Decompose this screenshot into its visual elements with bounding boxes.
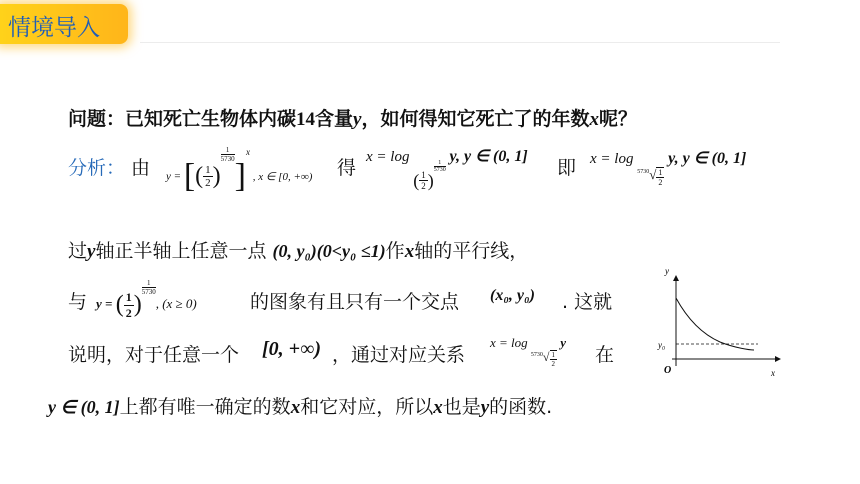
line3-formula-lhs: x = log <box>490 335 528 350</box>
line2-formula-half: $\frac{1}{2}$ <box>125 289 132 320</box>
line2-formula-cond: , (x ≥ 0) <box>155 296 197 311</box>
line1-text-a: 过 <box>68 240 88 262</box>
para-line-1 <box>68 236 528 263</box>
section-title: 情境导入 <box>8 15 100 41</box>
formula1-lhs: y = <box>166 170 182 183</box>
formula1-bracket-left: [ <box>183 157 196 195</box>
line4-text-c: 也是 <box>442 396 481 418</box>
analysis-namely: 即 <box>557 157 577 179</box>
line1-point: (0, y₀) <box>272 241 317 261</box>
question-suffix: 呢？ <box>598 108 637 130</box>
line4-text-a: 上都有唯一确定的数 <box>119 396 291 418</box>
analysis-from: 由 <box>131 157 151 179</box>
line4-formula: y ∈ (0, 1] <box>48 397 120 417</box>
line2-text-c: . 这就 <box>562 291 613 313</box>
line1-text-b: 轴正半轴上任意一点 <box>95 240 267 262</box>
line4-var-x: x <box>290 397 301 418</box>
formula2-rest: y, y ∈ (0, 1] <box>449 148 528 165</box>
line2-formula-exp: $\frac{1}{5730}$ <box>141 279 156 296</box>
formula1-exp: $\frac{1}{5730}$ <box>220 146 235 163</box>
graph-origin-label: O <box>664 365 672 376</box>
question-var-x: x <box>589 109 599 130</box>
line2-formula: y = ( $\frac{1}{2}$ ) $\frac{1}{5730}$ , (x ≥ 0) <box>96 279 197 320</box>
formula3-base: $^{5730}$√ $\frac{1}{2}$ <box>637 167 663 188</box>
question-prefix: 问题：已知死亡生物体内碳 <box>68 108 297 130</box>
question-var-y: y <box>353 109 362 130</box>
analysis-label: 分析： <box>68 157 126 179</box>
formula1-outer-exp: x <box>245 147 250 157</box>
para-line-4 <box>48 392 552 419</box>
graph-x-label: x <box>771 368 775 378</box>
line4-var-y: y <box>480 397 490 418</box>
decay-graph <box>650 262 785 380</box>
line3-text-b: ，通过对应关系 <box>332 344 466 366</box>
line2-text-b: 的图象有且只有一个交点 <box>250 291 460 313</box>
line1-text-c: 作 <box>385 240 405 262</box>
line2-formula-lhs: y = <box>96 296 113 311</box>
line1-condition: (0<y₀ ≤1) <box>316 241 386 261</box>
line4-text-d: 的函数. <box>489 396 553 418</box>
formula-log-root <box>590 148 746 187</box>
line3-formula <box>490 335 566 368</box>
formula-exponential: y = [( $\frac{1}{2}$ ) $\frac{1}{5730}$ ]$^x$ , x ∈ [0, +∞) <box>166 146 313 195</box>
formula-log-power <box>366 146 528 191</box>
graph-y-label: y <box>665 266 669 276</box>
formula2-base: ( $\frac{1}{2}$ ) $\frac{1}{5730}$ <box>413 160 446 192</box>
line3-interval: [0, +∞) <box>262 338 321 360</box>
line3-formula-rest: y <box>560 335 567 350</box>
formula2-lhs: x = log <box>366 149 410 165</box>
header-divider <box>140 42 780 43</box>
line2-text-a: 与 <box>68 291 88 313</box>
formula1-domain: , x ∈ [0, +∞) <box>252 170 313 183</box>
line3-formula-base: 5730√ $\frac{1}{2}$ <box>530 350 555 369</box>
section-header <box>0 4 128 44</box>
graph-y0-label: y₀ <box>658 340 666 350</box>
question-mid2: ，如何得知它死亡了的年数 <box>361 108 590 130</box>
line1-var-x: x <box>404 241 415 262</box>
graph-decay-curve <box>676 298 754 350</box>
line4-text-b: 和它对应，所以 <box>300 396 434 418</box>
formula1-bracket-right: ] <box>234 157 246 195</box>
formula3-lhs: x = log <box>590 151 634 167</box>
formula3-rest: y, y ∈ (0, 1] <box>668 150 747 167</box>
analysis-get: 得 <box>337 157 357 179</box>
line3-text-c: 在 <box>595 344 615 366</box>
line2-point: (x₀, y₀) <box>490 287 535 304</box>
line4-var-x2: x <box>433 397 443 418</box>
line1-text-d: 轴的平行线， <box>414 240 529 262</box>
question-mid: 含量 <box>315 108 354 130</box>
question-number: 14 <box>296 109 316 130</box>
question-line <box>68 104 637 131</box>
line1-var-y: y <box>87 241 96 262</box>
formula1-half: $\frac{1}{2}$ <box>205 163 211 189</box>
line3-text-a: 说明，对于任意一个 <box>68 344 240 366</box>
